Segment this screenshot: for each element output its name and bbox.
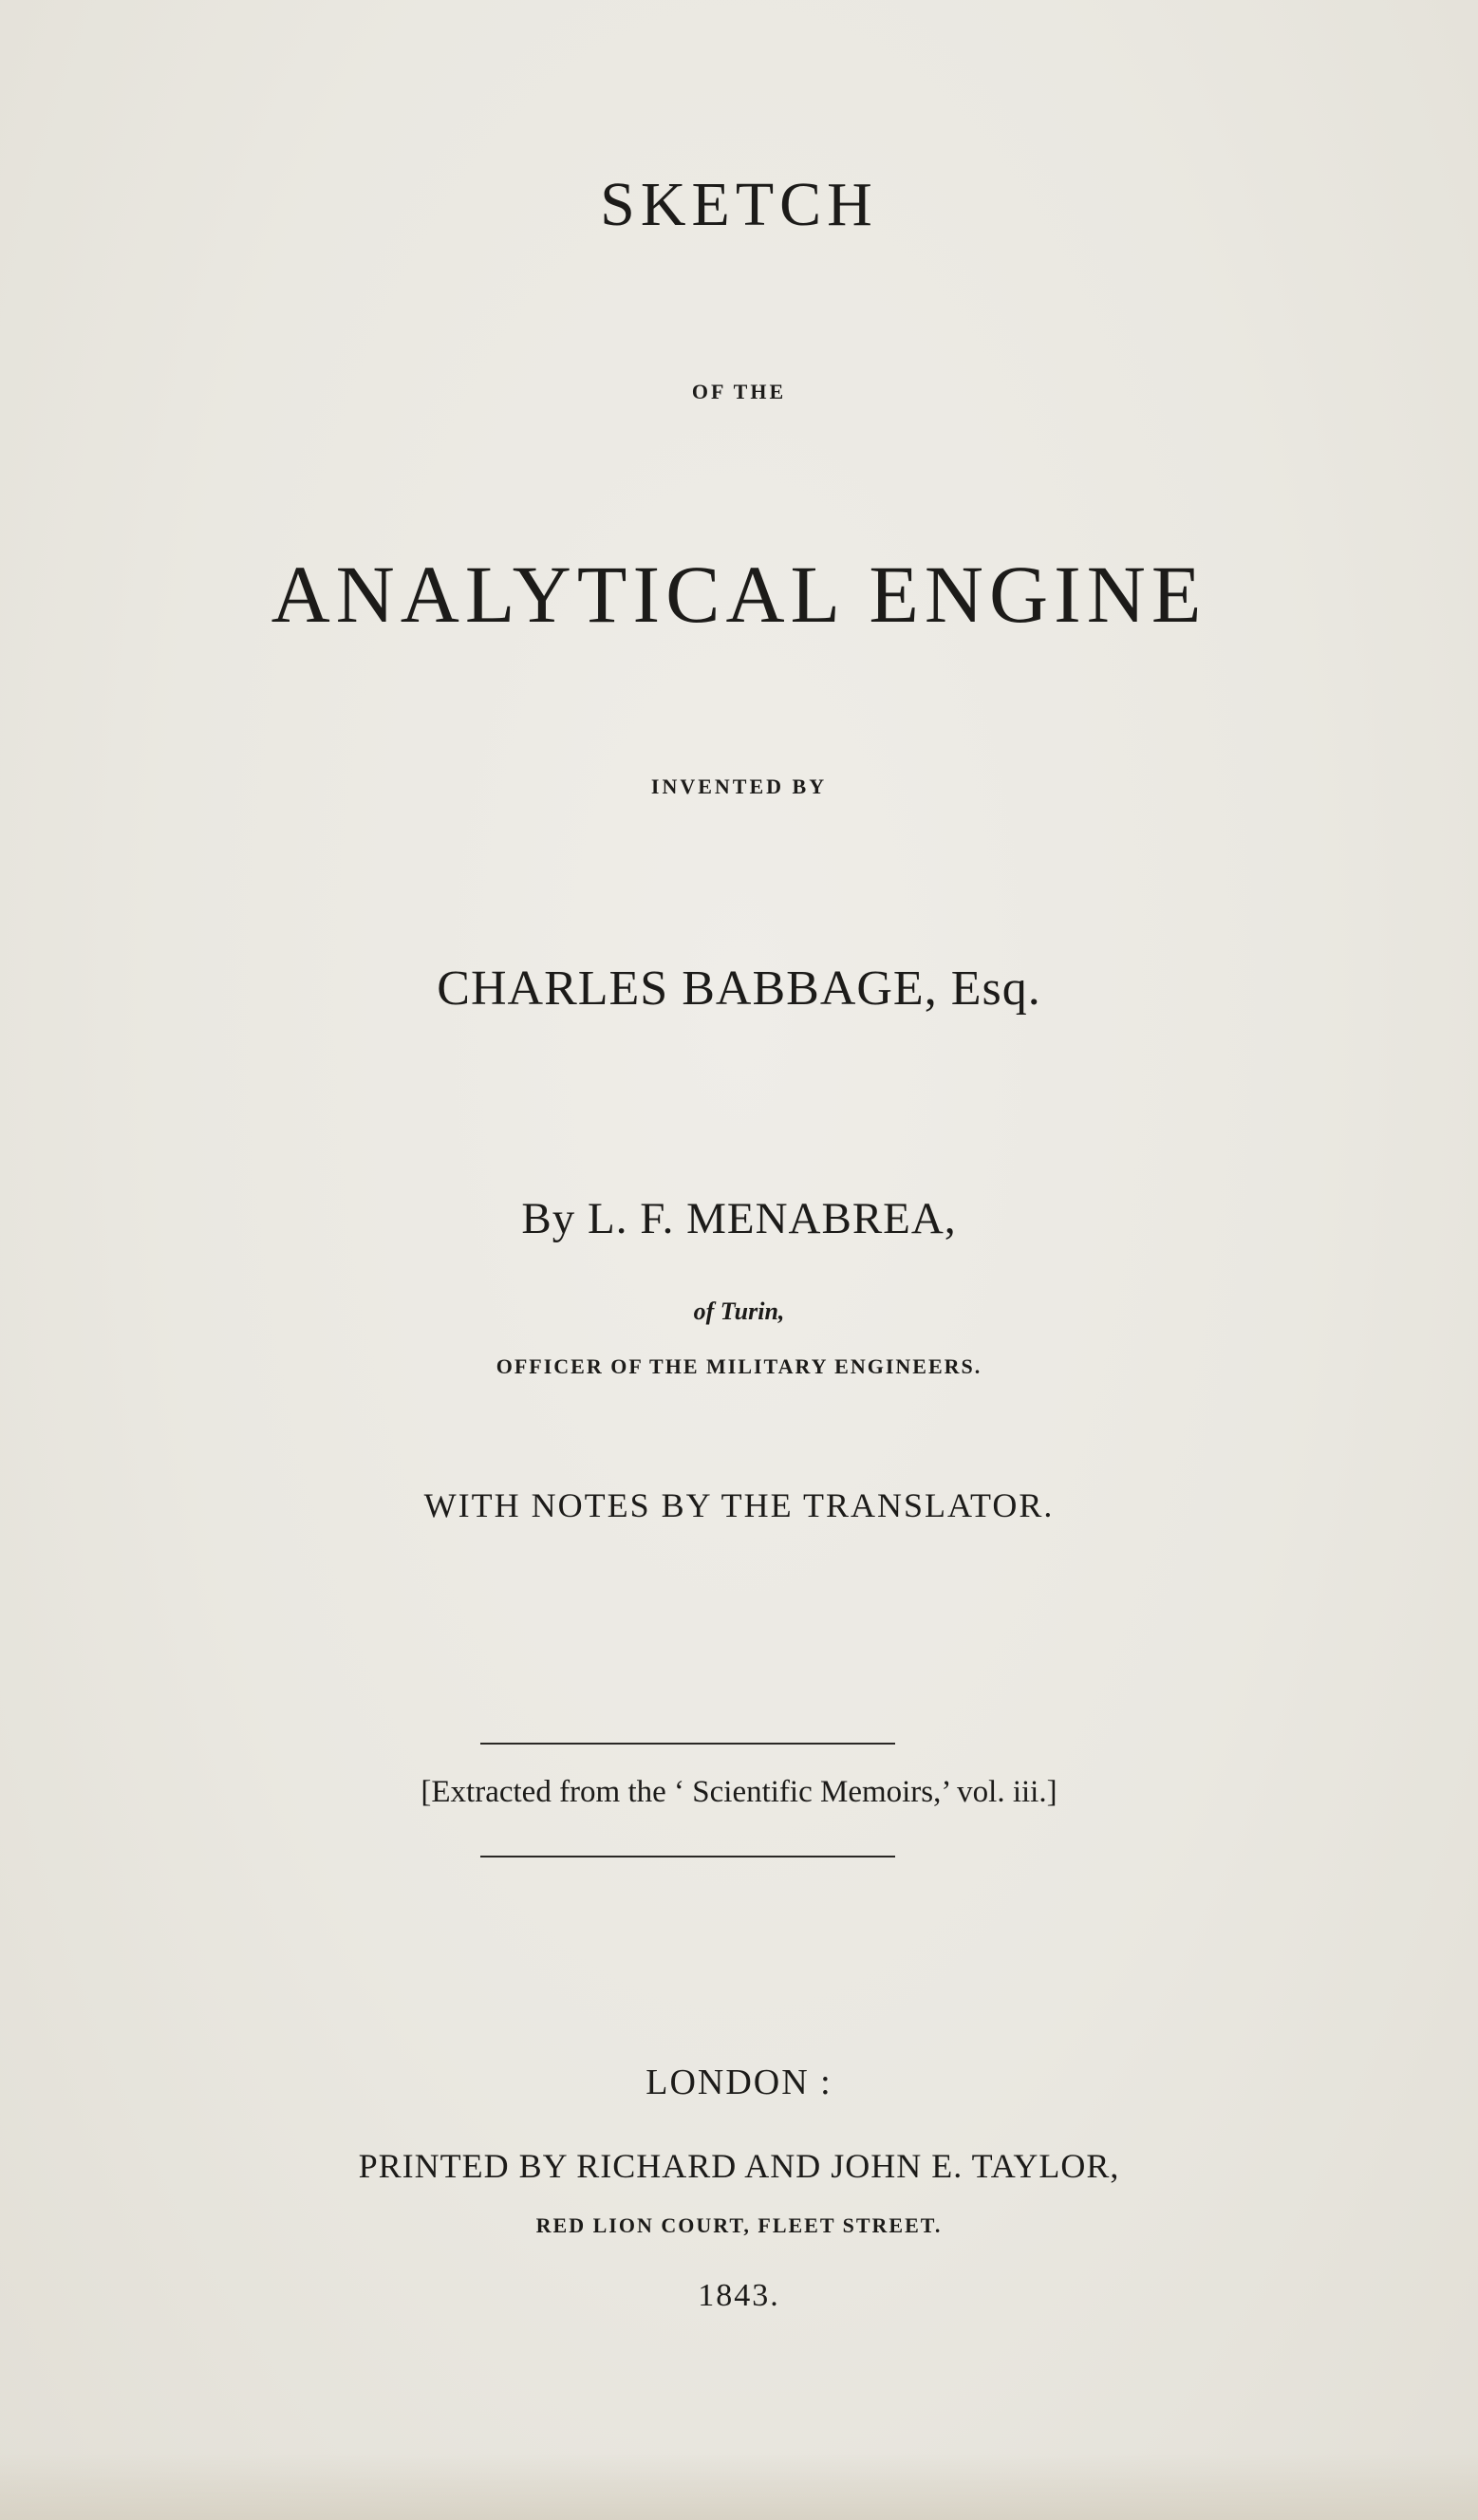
author-origin: of Turin, [693,1297,785,1325]
title-analytical-engine: ANALYTICAL ENGINE [271,549,1207,640]
title-sketch: SKETCH [600,170,878,239]
extract-note: [Extracted from the ‘ Scientific Memoirs,’ vol. iii.] [421,1775,1057,1809]
imprint-address: RED LION COURT, FLEET STREET. [535,2213,943,2237]
inventor-name: CHARLES BABBAGE, Esq. [437,961,1041,1016]
translator-notes-line: WITH NOTES BY THE TRANSLATOR. [423,1486,1055,1524]
divider-top [480,1743,895,1745]
imprint-year: 1843. [698,2278,780,2313]
imprint-printer: PRINTED BY RICHARD AND JOHN E. TAYLOR, [358,2147,1120,2185]
invented-by-label: INVENTED BY [650,775,828,798]
divider-bottom [480,1856,895,1857]
author-rank: OFFICER OF THE MILITARY ENGINEERS. [496,1354,982,1378]
author-name: By L. F. MENABREA, [521,1194,957,1243]
imprint-city: LONDON : [645,2063,833,2102]
title-of-the: OF THE [691,380,787,403]
